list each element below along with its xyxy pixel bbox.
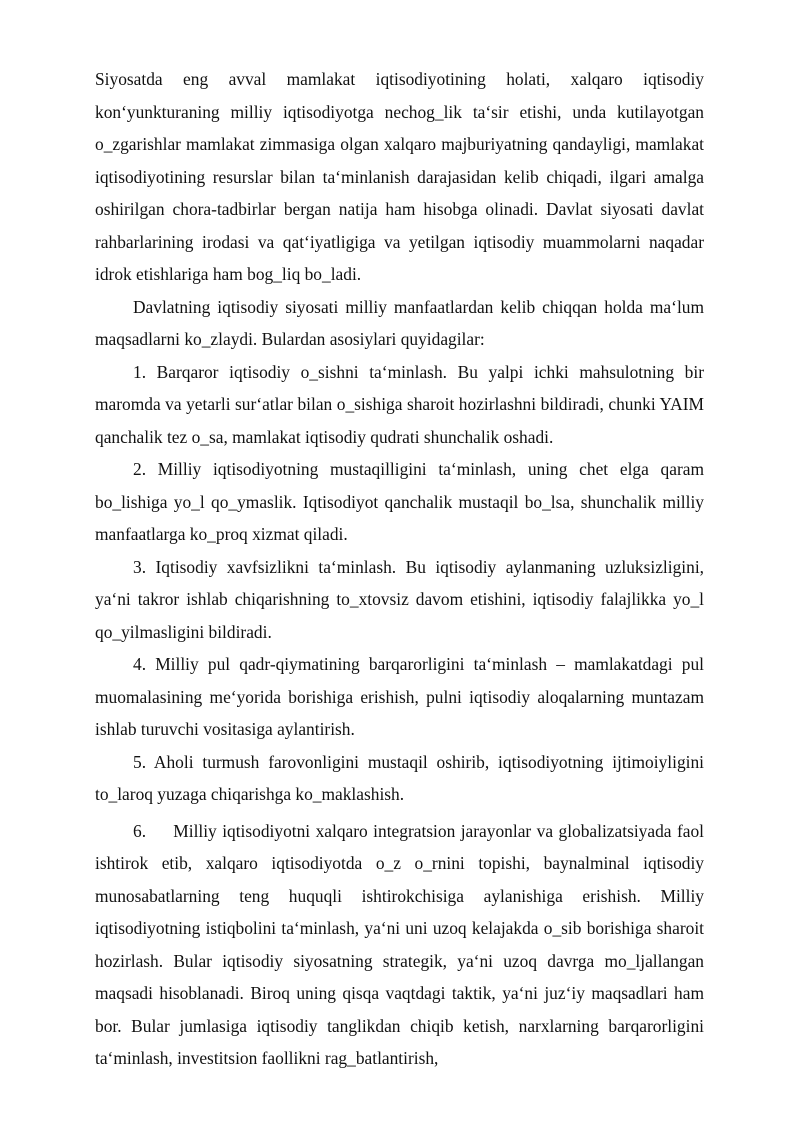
list-item-5: 5. Aholi turmush farovonligini mustaqil oshirib, iqtisodiyotning ijtimoiyligini to_laroq yuzaga chiqarishga ko_maklashish. [95,751,704,804]
list-item-3: 3. Iqtisodiy xavfsizlikni ta‘minlash. Bu iqtisodiy aylanmaning uzluksizligini, ya‘ni takror ishlab chiqarishning to_xtovsiz davom etishini, iqtisodiy falajlikka yo_l qo_yilmasligini bildiradi. [95,556,704,642]
paragraph-intro: Siyosatda eng avval mamlakat iqtisodiyotining holati, xalqaro iqtisodiy kon‘yunkturaning milliy iqtisodiyotga nechog_lik ta‘sir etishi, unda kutilayotgan o_zgarishlar mamlakat zimmasiga olgan xalqaro majburiyatning qandayligi, mamlakat iqtisodiyotining resurslar bilan ta‘minlanish darajasidan kelib chiqadi, ilgari amalga oshirilgan chora-tadbirlar bergan natija ham hisobga olinadi. Davlat siyosati davlat rahbarlarining irodasi va qat‘iyatligiga va yetilgan iqtisodiy muammolarni naqadar idrok etishlariga ham bog_liq bo_ladi. [95,69,704,284]
document-page [95,63,709,1075]
list-item-4: 4. Milliy pul qadr-qiymatining barqarorligini ta‘minlash – mamlakatdagi pul muomalasining me‘yorida borishiga erishish, pulni iqtisodiy aloqalarning muntazam ishlab turuvchi vositasiga aylantirish. [95,654,704,739]
paragraph-goals-intro: Davlatning iqtisodiy siyosati milliy manfaatlardan kelib chiqqan holda ma‘lum maqsadlarni ko_zlaydi. Bulardan asosiylari quyidagilar: [95,296,704,349]
list-item-1: 1. Barqaror iqtisodiy o_sishni ta‘minlash. Bu yalpi ichki mahsulotning bir maromda va yetarli sur‘atlar bilan o_sishiga sharoit hozirlashni bildiradi, chunki YAIM qanchalik tez o_sa, mamlakat iqtisodiy qudrati shunchalik oshadi. [95,361,704,447]
list-item-2: 2. Milliy iqtisodiyotning mustaqilligini ta‘minlash, uning chet elga qaram bo_lishiga yo_l qo_ymaslik. Iqtisodiyot qanchalik mustaqil bo_lsa, shunchalik milliy manfaatlarga ko_proq xizmat qiladi. [95,459,704,544]
list-item-6: 6. Milliy iqtisodiyotni xalqaro integratsion jarayonlar va globalizatsiyada faol ishtirok etib, xalqaro iqtisodiyotda o_z o_rnini topishi, baynalminal iqtisodiy munosabatlarning teng huquqli ishtirokchisiga aylanishiga erishish. Milliy iqtisodiyotning istiqbolini ta‘minlash, ya‘ni uni uzoq kelajakda o_sib borishiga sharoit hozirlash. Bular iqtisodiy siyosatning strategik, ya‘ni uzoq davrga mo_ljallangan maqsadi hisoblanadi. Biroq uning qisqa vaqtdagi taktik, ya‘ni juz‘iy maqsadlari ham bor. Bular jumlasiga iqtisodiy tanglikdan chiqib ketish, narxlarning barqarorligini ta‘minlash, investitsion faollikni rag_batlantirish, [95,820,709,1068]
